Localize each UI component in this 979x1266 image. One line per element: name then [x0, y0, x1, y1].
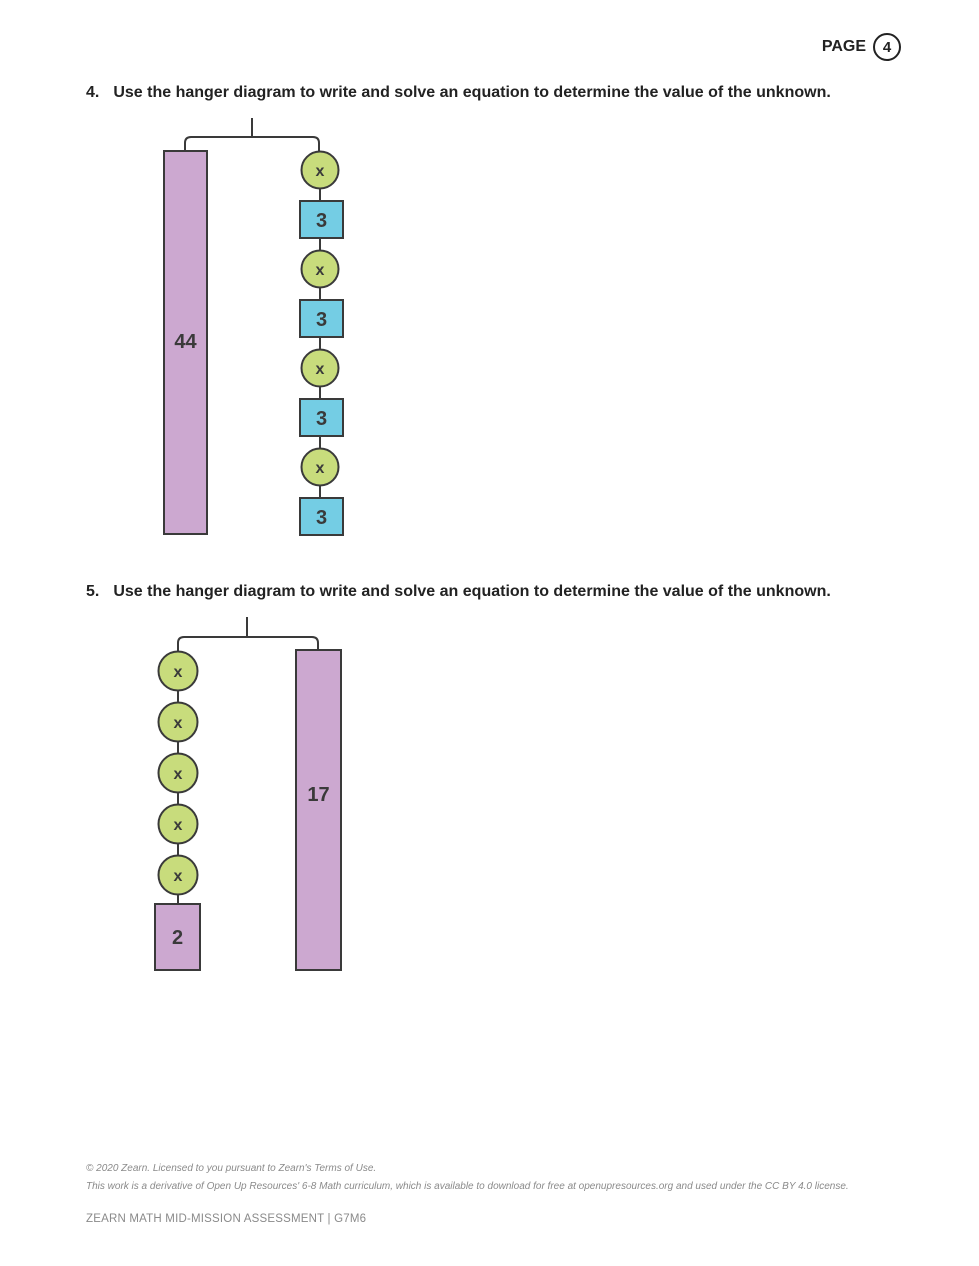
- footer-license: This work is a derivative of Open Up Resources' 6-8 Math curriculum, which is available to download for free at openupresources.org and used under the CC BY 4.0 license.: [86, 1181, 849, 1192]
- footer-copyright: © 2020 Zearn. Licensed to you pursuant to Zearn's Terms of Use.: [86, 1163, 377, 1174]
- page-number-badge: 4: [873, 33, 901, 61]
- unknown-label: x: [315, 262, 325, 279]
- weight-label: 3: [315, 408, 328, 430]
- question-4-text: Use the hanger diagram to write and solve an equation to determine the value of the unknown.: [113, 84, 831, 101]
- footer-assessment-code: ZEARN MATH MID-MISSION ASSESSMENT | G7M6: [86, 1213, 367, 1225]
- unknown-label: x: [173, 868, 183, 885]
- unknown-label: x: [173, 817, 183, 834]
- unknown-label: x: [315, 460, 325, 477]
- question-4-number: 4.: [86, 84, 100, 101]
- unknown-label: x: [173, 715, 183, 732]
- unknown-label: x: [173, 664, 183, 681]
- page-label-text: PAGE: [821, 38, 866, 55]
- question-5-number: 5.: [86, 583, 100, 600]
- unknown-label: x: [315, 361, 325, 378]
- weight-label: 3: [315, 309, 328, 331]
- weight-label: 2: [171, 927, 184, 949]
- hanger-5-right-side: [296, 650, 341, 970]
- weight-label: 17: [307, 784, 330, 806]
- weight-label: 44: [174, 331, 197, 353]
- weight-bar: [296, 650, 341, 970]
- question-5-text: Use the hanger diagram to write and solve an equation to determine the value of the unknown.: [113, 583, 831, 600]
- weight-label: 3: [315, 210, 328, 232]
- unknown-label: x: [173, 766, 183, 783]
- unknown-label: x: [315, 163, 325, 180]
- weight-label: 3: [315, 507, 328, 529]
